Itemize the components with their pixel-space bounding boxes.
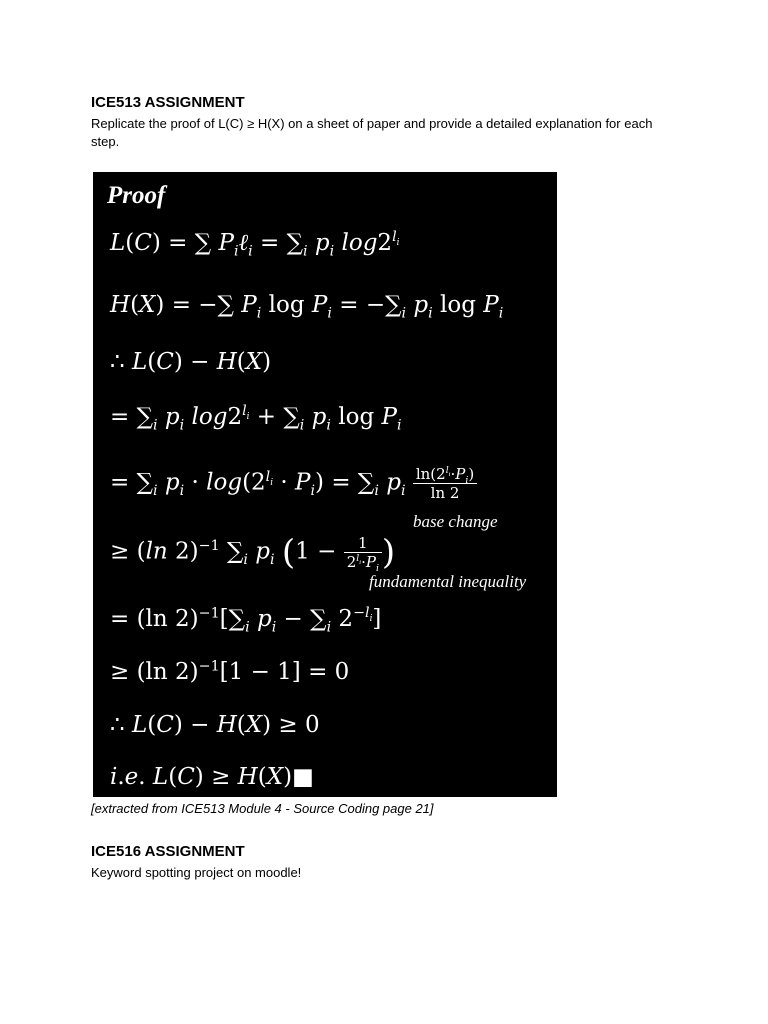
annotation-fundamental-inequality: fundamental inequality: [369, 572, 527, 591]
proof-line-1: L(C) = ∑ $P_i\ell_i = \sum_i$ $p_i$ $\log 2^{l_i}$: [110, 229, 400, 260]
ice516-heading: ICE516 ASSIGNMENT: [91, 843, 245, 860]
proof-line-7: = (ln $2)^{-1}[\sum_i$ $p_i - \sum_i$ $2^{-l_i}$]: [110, 605, 382, 636]
proof-image: [93, 172, 557, 797]
proof-line-2: H(X) = −∑ $P_i$ $\log P_i = -\sum_i$ $p_i$ $\log P_i$: [110, 292, 504, 322]
proof-line-3: ∴ L(C) − H(X): [110, 349, 272, 375]
ice513-heading: ICE513 ASSIGNMENT: [91, 94, 245, 111]
proof-line-8: ≥ (ln 2)$^{-1}$[1 − 1] = 0: [110, 658, 350, 685]
image-caption: [extracted from ICE513 Module 4 - Source Coding page 21]: [91, 801, 434, 816]
base-change-fraction: $\frac{\ln(2^{l_i}\cdot P_i)}{\ln 2}$: [413, 465, 477, 502]
proof-line-4: = $\sum_i$ $p_i$ $\log 2^{l_i} + \sum_i$ $p_i$ $\log P_i$: [110, 403, 402, 434]
proof-line-10: i.e. L(C) ≥ H(X)■: [110, 764, 314, 790]
ice513-instructions: Replicate the proof of L(C) ≥ H(X) on a sheet of paper and provide a detailed explanation for each step.: [91, 116, 653, 149]
proof-line-6: ≥ (ln 2)$^{-1}$ $\sum_i$ $p_i$ (1 − $\frac{1}{2^{l_i}\cdot P_i}$ ): [110, 532, 396, 574]
proof-line-5: = $\sum_i$ $p_i \cdot \log(2^{l_i} \cdot P_i) = \sum_i$ $p_i$ $\frac{\ln(2^{l_i}\cdot P_i)}{\ln 2}$: [110, 465, 477, 502]
annotation-base-change: base change: [413, 512, 498, 531]
proof-title: Proof: [107, 182, 166, 209]
proof-line-9: ∴ L(C) − H(X) ≥ 0: [110, 712, 320, 738]
ice516-instructions: Keyword spotting project on moodle!: [91, 865, 302, 880]
